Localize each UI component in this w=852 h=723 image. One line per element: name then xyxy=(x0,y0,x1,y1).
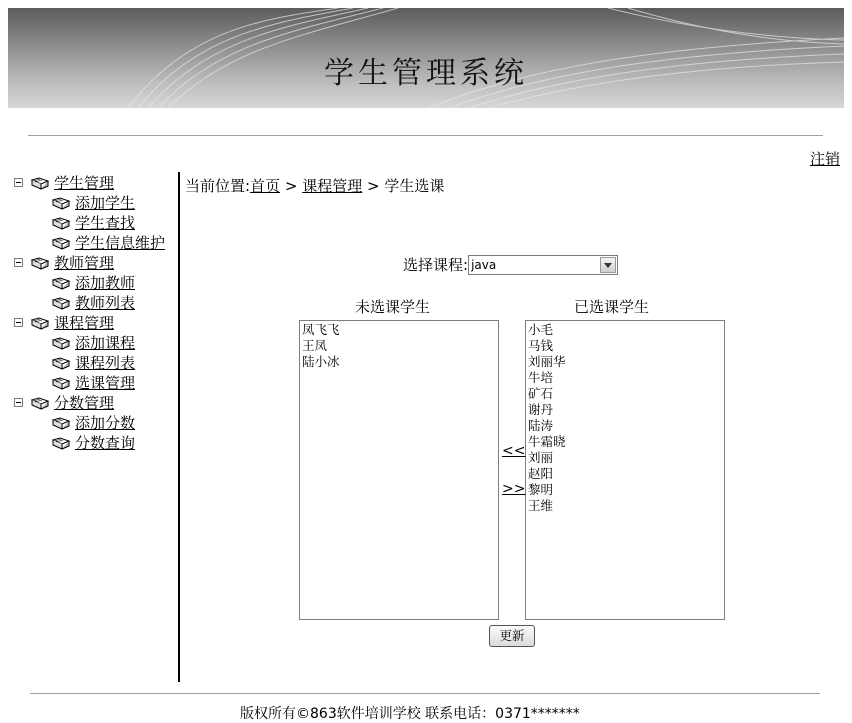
list-item[interactable]: 凤飞飞 xyxy=(302,322,340,337)
selected-students-list[interactable] xyxy=(525,320,725,620)
top-divider xyxy=(28,135,823,136)
book-icon xyxy=(52,216,70,229)
breadcrumb-current: 学生选课 xyxy=(384,177,445,195)
sidebar-item-label[interactable]: 学生查找 xyxy=(75,213,136,232)
sidebar-item-label[interactable]: 分数查询 xyxy=(75,433,136,452)
unselected-students-list[interactable] xyxy=(299,320,499,620)
sidebar-group-1[interactable] xyxy=(14,252,179,272)
sidebar-item[interactable] xyxy=(14,272,179,292)
breadcrumb-section-link[interactable]: 课程管理 xyxy=(302,177,363,195)
sidebar-item[interactable] xyxy=(14,212,179,232)
course-select-value: java xyxy=(471,257,497,272)
course-select-label: 选择课程: xyxy=(403,256,469,274)
sidebar-item-label[interactable]: 选课管理 xyxy=(75,373,136,392)
sidebar-item-label[interactable]: 学生信息维护 xyxy=(75,233,166,252)
collapse-toggle-icon[interactable] xyxy=(14,318,23,327)
collapse-toggle-icon[interactable] xyxy=(14,398,23,407)
sidebar-group-label[interactable]: 课程管理 xyxy=(54,313,115,332)
breadcrumb-prefix: 当前位置: xyxy=(185,177,251,195)
list-item[interactable]: 陆涛 xyxy=(528,418,554,433)
bottom-divider xyxy=(30,693,820,694)
sidebar-item[interactable] xyxy=(14,192,179,212)
move-left-button[interactable]: << xyxy=(502,443,526,459)
sidebar-group-label[interactable]: 学生管理 xyxy=(54,173,115,192)
header-banner xyxy=(8,8,844,108)
sidebar-item[interactable] xyxy=(14,372,179,392)
breadcrumb xyxy=(185,175,444,196)
chevron-down-icon[interactable] xyxy=(600,257,616,273)
list-item[interactable]: 小毛 xyxy=(528,322,554,337)
folder-book-icon xyxy=(31,256,49,269)
sidebar-tree xyxy=(14,172,179,452)
list-item[interactable]: 矿石 xyxy=(528,386,554,401)
list-item[interactable]: 牛培 xyxy=(528,370,554,385)
list-item[interactable]: 马钱 xyxy=(528,338,554,353)
sidebar-item-label[interactable]: 添加课程 xyxy=(75,333,136,352)
book-icon xyxy=(52,296,70,309)
book-icon xyxy=(52,356,70,369)
update-button[interactable]: 更新 xyxy=(489,625,535,647)
sidebar-item[interactable] xyxy=(14,232,179,252)
sidebar-item[interactable] xyxy=(14,292,179,312)
sidebar-item[interactable] xyxy=(14,412,179,432)
sidebar-group-2[interactable] xyxy=(14,312,179,332)
list-item[interactable]: 王维 xyxy=(528,498,554,513)
breadcrumb-separator: > xyxy=(280,177,303,195)
course-select[interactable] xyxy=(468,255,618,275)
list-item[interactable]: 黎明 xyxy=(528,482,554,497)
sidebar-item-label[interactable]: 教师列表 xyxy=(75,293,136,312)
sidebar-item[interactable] xyxy=(14,332,179,352)
list-item[interactable]: 赵阳 xyxy=(528,466,554,481)
logout-link[interactable]: 注销 xyxy=(809,150,840,168)
list-item[interactable]: 牛霜晓 xyxy=(528,434,566,449)
sidebar-group-0[interactable] xyxy=(14,172,179,192)
collapse-toggle-icon[interactable] xyxy=(14,178,23,187)
sidebar-group-label[interactable]: 分数管理 xyxy=(54,393,115,412)
selected-students-label: 已选课学生 xyxy=(574,298,650,316)
sidebar-item-label[interactable]: 添加学生 xyxy=(75,193,136,212)
sidebar-item-label[interactable]: 添加教师 xyxy=(75,273,136,292)
folder-book-icon xyxy=(31,176,49,189)
sidebar-item-label[interactable]: 课程列表 xyxy=(75,353,136,372)
book-icon xyxy=(52,196,70,209)
book-icon xyxy=(52,416,70,429)
breadcrumb-home-link[interactable]: 首页 xyxy=(250,177,281,195)
breadcrumb-separator: > xyxy=(362,177,385,195)
sidebar-group-label[interactable]: 教师管理 xyxy=(54,253,115,272)
book-icon xyxy=(52,236,70,249)
folder-book-icon xyxy=(31,396,49,409)
list-item[interactable]: 刘丽 xyxy=(528,450,554,465)
book-icon xyxy=(52,436,70,449)
folder-book-icon xyxy=(31,316,49,329)
footer-copyright: 版权所有©863软件培训学校 联系电话：0371******* xyxy=(240,706,580,722)
list-item[interactable]: 刘丽华 xyxy=(528,354,566,369)
sidebar-divider xyxy=(178,172,180,682)
book-icon xyxy=(52,376,70,389)
unselected-students-label: 未选课学生 xyxy=(355,298,431,316)
move-right-button[interactable]: >> xyxy=(502,481,526,497)
sidebar-item-label[interactable]: 添加分数 xyxy=(75,413,136,432)
list-item[interactable]: 王凤 xyxy=(302,338,328,353)
book-icon xyxy=(52,276,70,289)
list-item[interactable]: 陆小冰 xyxy=(302,354,340,369)
sidebar-item[interactable] xyxy=(14,432,179,452)
book-icon xyxy=(52,336,70,349)
course-select-row xyxy=(403,254,618,275)
sidebar-item[interactable] xyxy=(14,352,179,372)
sidebar-group-3[interactable] xyxy=(14,392,179,412)
list-item[interactable]: 谢丹 xyxy=(528,402,554,417)
collapse-toggle-icon[interactable] xyxy=(14,258,23,267)
page-title: 学生管理系统 xyxy=(324,56,528,91)
